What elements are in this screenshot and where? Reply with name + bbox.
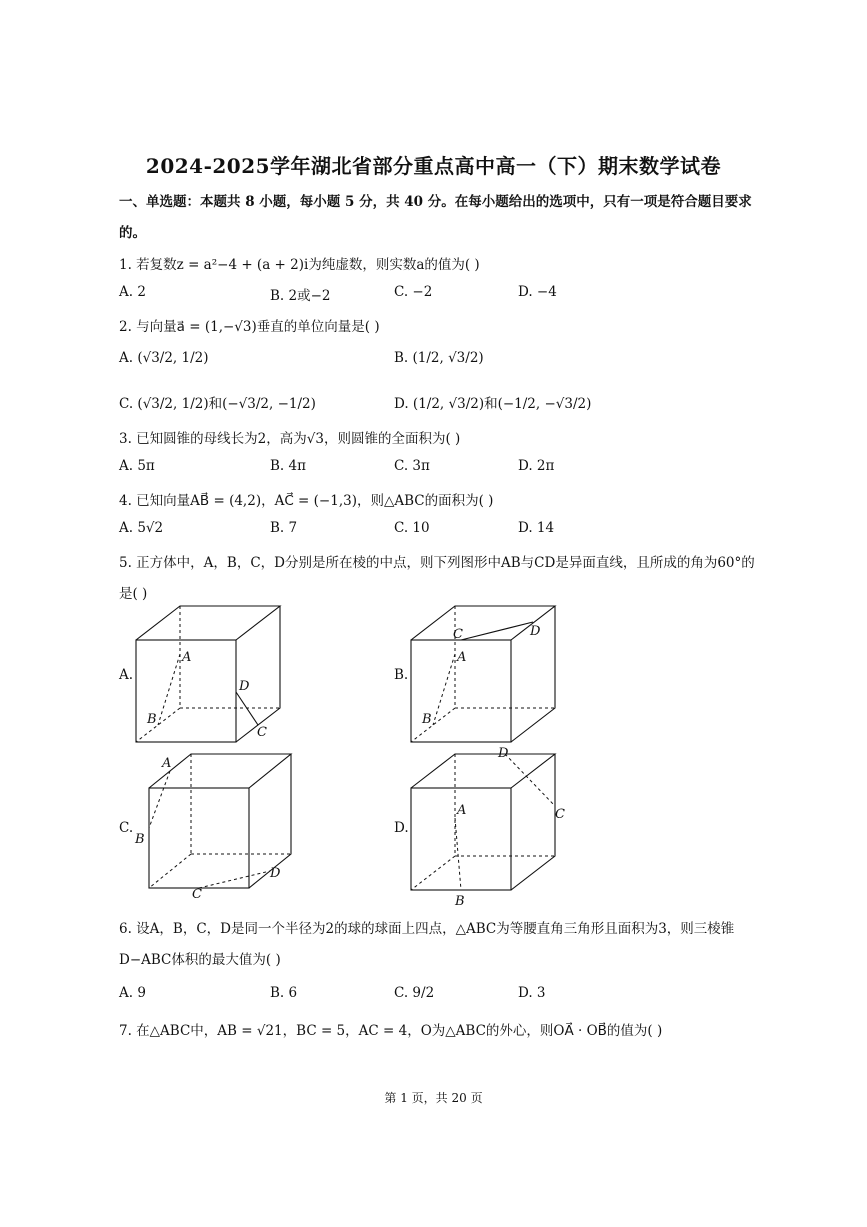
point-label-d: D (270, 866, 281, 881)
q4-option-b: B. 7 (270, 520, 298, 536)
question-1-stem: 1. 若复数z = a²−4 + (a + 2)i为纯虚数，则实数a的值为( ) (119, 257, 480, 273)
q3-option-a: A. 5π (119, 458, 155, 474)
point-label-a: A (457, 650, 467, 665)
question-2-stem: 2. 与向量a⃗ = (1,−√3)垂直的单位向量是( ) (119, 319, 380, 335)
q6-option-b: B. 6 (270, 985, 298, 1001)
cube-figure-b (409, 604, 559, 744)
q3-option-b: B. 4π (270, 458, 306, 474)
question-6-stem-line1: 6. 设A，B，C，D是同一个半径为2的球的球面上四点，△ABC为等腰直角三角形且面积为3，则三棱锥 (119, 921, 735, 937)
q3-option-c: C. 3π (394, 458, 430, 474)
q1-option-b: B. 2或−2 (270, 288, 331, 304)
question-5-stem-line2: 是( ) (119, 586, 148, 602)
cube-figure-a (134, 604, 284, 744)
q5-figure-label-c: C. (119, 820, 134, 836)
question-6-stem-line2: D−ABC体积的最大值为( ) (119, 952, 281, 968)
cube-figure-d (409, 744, 579, 910)
section-heading-line1: 一、单选题：本题共 8 小题，每小题 5 分，共 40 分。在每小题给出的选项中，只有一项是符合题目要求 (119, 194, 752, 210)
section-heading-line2: 的。 (119, 225, 146, 241)
page-footer: 第 1 页，共 20 页 (384, 1091, 483, 1105)
point-label-d: D (530, 624, 541, 639)
point-label-c: C (192, 887, 202, 902)
point-label-c: C (257, 725, 267, 740)
q2-option-c: C. (√3/2, 1/2)和(−√3/2, −1/2) (119, 396, 316, 412)
point-label-c: C (453, 627, 463, 642)
question-3-stem: 3. 已知圆锥的母线长为2，高为√3，则圆锥的全面积为( ) (119, 431, 461, 447)
point-label-b: B (135, 832, 145, 847)
q5-figure-label-b: B. (394, 667, 409, 683)
cube-figure-c (134, 752, 294, 902)
point-label-a: A (457, 803, 467, 818)
q4-option-c: C. 10 (394, 520, 430, 536)
q4-option-d: D. 14 (518, 520, 555, 536)
q6-option-d: D. 3 (518, 985, 546, 1001)
q5-figure-label-d: D. (394, 820, 409, 836)
question-4-stem: 4. 已知向量AB⃗ = (4,2)，AC⃗ = (−1,3)，则△ABC的面积为( ) (119, 493, 494, 509)
point-label-d: D (498, 746, 509, 761)
q2-option-b: B. (1/2, √3/2) (394, 350, 484, 366)
point-label-a: A (182, 650, 192, 665)
point-label-c: C (555, 807, 565, 822)
q1-option-d: D. −4 (518, 284, 557, 300)
q1-option-a: A. 2 (119, 284, 146, 300)
question-5-stem-line1: 5. 正方体中，A，B，C，D分别是所在棱的中点，则下列图形中AB与CD是异面直线，且所成的角为60°的 (119, 555, 755, 571)
page-title: 2024-2025学年湖北省部分重点高中高一（下）期末数学试卷 (145, 154, 722, 178)
q6-option-c: C. 9/2 (394, 985, 435, 1001)
point-label-b: B (422, 712, 432, 727)
q4-option-a: A. 5√2 (119, 520, 164, 536)
q2-option-a: A. (√3/2, 1/2) (119, 350, 209, 366)
point-label-b: B (455, 894, 465, 909)
q1-option-c: C. −2 (394, 284, 433, 300)
point-label-d: D (239, 679, 250, 694)
point-label-b: B (147, 712, 157, 727)
q2-option-d: D. (1/2, √3/2)和(−1/2, −√3/2) (394, 396, 592, 412)
q6-option-a: A. 9 (119, 985, 146, 1001)
question-7-stem: 7. 在△ABC中，AB = √21，BC = 5，AC = 4，O为△ABC的外心，则OA⃗ · OB⃗的值为( ) (119, 1023, 663, 1039)
point-label-a: A (162, 756, 172, 771)
q5-figure-label-a: A. (119, 667, 134, 683)
q3-option-d: D. 2π (518, 458, 555, 474)
